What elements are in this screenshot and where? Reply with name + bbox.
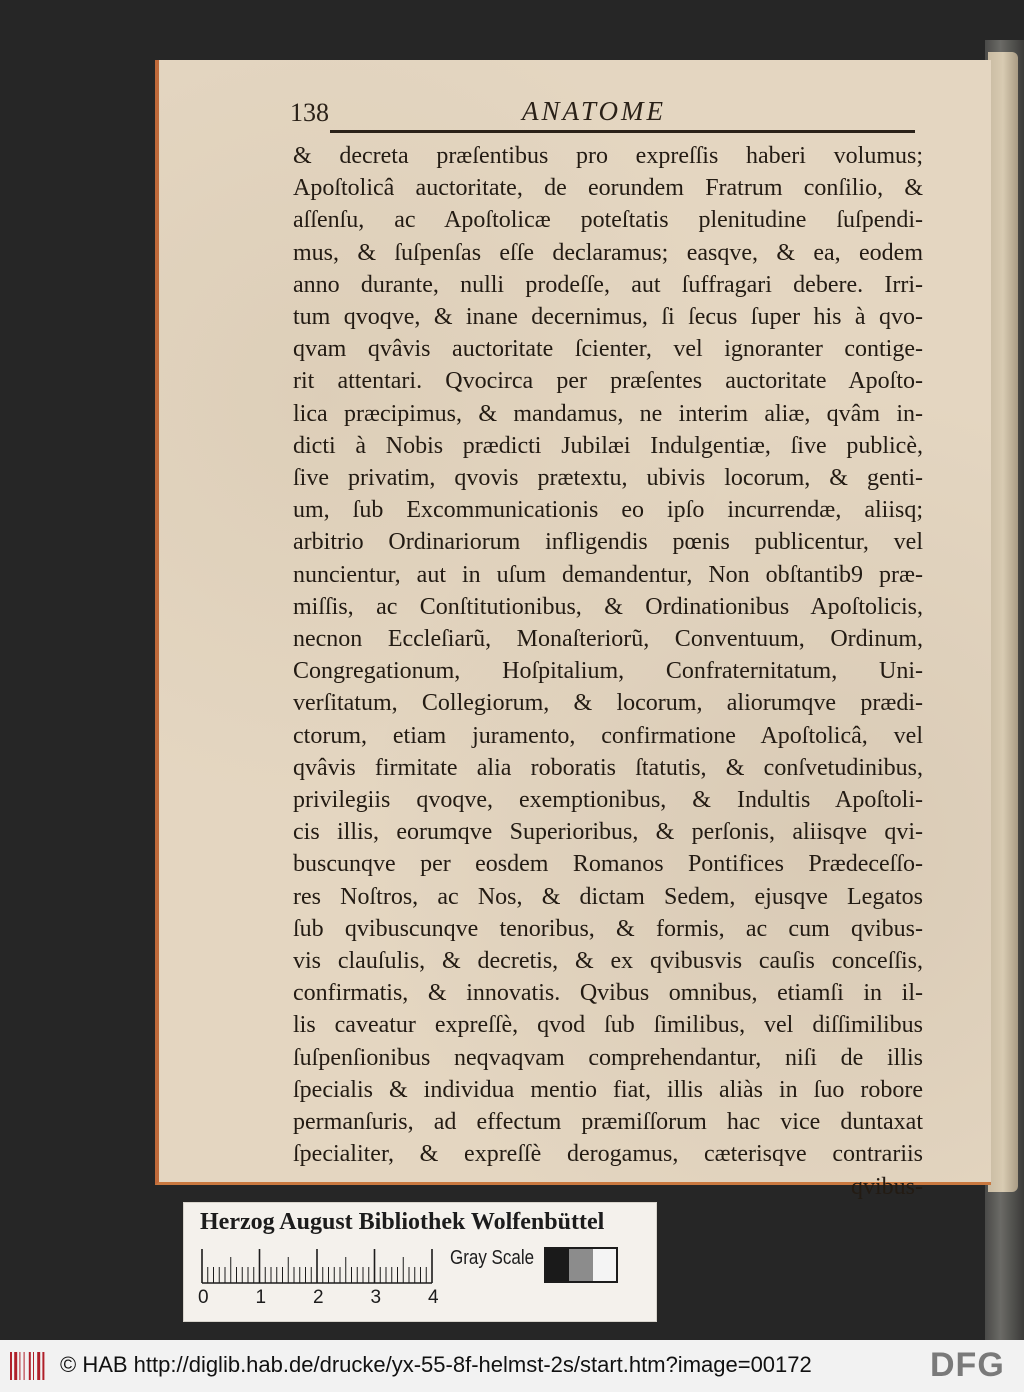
body-text xyxy=(293,140,923,1203)
text-line: ſive privatim, qvovis prætextu, ubivis locorum, & genti- xyxy=(293,465,923,492)
header-rule xyxy=(330,130,915,133)
running-title: ANATOME xyxy=(522,96,667,126)
barcode-icon xyxy=(10,1352,48,1380)
ruler-number: 0 xyxy=(198,1287,209,1308)
text-line: ctorum, etiam juramento, confirmatione Apoſtolicâ, vel xyxy=(293,722,923,749)
text-line: lica præcipimus, & mandamus, ne interim aliæ, qvâm in- xyxy=(293,400,923,427)
page-header xyxy=(290,96,920,136)
text-line: & decreta præſentibus pro expreſſis haberi volumus; xyxy=(293,143,923,169)
grayscale-swatch xyxy=(546,1249,569,1281)
text-line: buscunqve per eosdem Romanos Pontifices Prædeceſſo- xyxy=(293,851,923,878)
text-line: cis illis, eorumqve Superioribus, & perſonis, aliisqve qvi- xyxy=(293,819,923,846)
ruler-number: 4 xyxy=(428,1287,439,1308)
barcode-bar xyxy=(24,1352,25,1380)
ruler-number: 1 xyxy=(255,1287,267,1308)
barcode-bar xyxy=(19,1352,20,1380)
catchword: qvibus- xyxy=(851,1173,923,1200)
text-line: necnon Eccleſiarũ, Monaſteriorũ, Conventuum, Ordinum, xyxy=(293,626,923,653)
copyright-link[interactable]: © HAB http://diglib.hab.de/drucke/yx-55-8f-helmst-2s/start.htm?image=00172 xyxy=(60,1352,812,1377)
scale-ruler xyxy=(198,1247,438,1285)
grayscale-label: Gray Scale xyxy=(450,1247,535,1269)
text-line: vis clauſulis, & decretis, & ex qvibusvis cauſis conceſſis, xyxy=(293,948,923,975)
text-line: miſſis, ac Conſtitutionibus, & Ordinationibus Apoſtolicis, xyxy=(293,593,923,620)
text-line: confirmatis, & innovatis. Qvibus omnibus, etiamſi in il- xyxy=(293,980,923,1007)
text-line: Congregationum, Hoſpitalium, Confraternitatum, Uni- xyxy=(293,658,923,685)
text-line: res Noſtros, ac Nos, & dictam Sedem, ejusqve Legatos xyxy=(293,883,923,910)
ruler-number: 3 xyxy=(370,1287,382,1308)
dfg-logo: DFG xyxy=(930,1346,1005,1384)
barcode-bar xyxy=(14,1352,17,1380)
barcode-bar xyxy=(37,1352,40,1380)
text-line: dicti à Nobis prædicti Jubilæi Indulgentiæ, ſive publicè, xyxy=(293,432,923,459)
text-line: ſpecialis & individua mentio fiat, illis aliàs in ſuo robore xyxy=(293,1076,923,1103)
text-line: arbitrio Ordinariorum infligendis pœnis publicentur, vel xyxy=(293,529,923,556)
page-number: 138 xyxy=(290,98,329,127)
text-line: tum qvoqve, & inane decernimus, ſi ſecus ſuper his à qvo- xyxy=(293,304,923,331)
text-line: rit attentari. Qvocirca per præſentes auctoritate Apoſto- xyxy=(293,368,923,395)
text-line: permanſuris, ad effectum præmiſſorum hac vice duntaxat xyxy=(293,1109,923,1136)
grayscale-swatch xyxy=(569,1249,592,1281)
text-line: qvam qvâvis auctoritate ſcienter, vel ignoranter contige- xyxy=(293,336,923,363)
text-line: aſſenſu, ac Apoſtolicæ poteſtatis plenitudine ſuſpendi- xyxy=(293,207,923,234)
text-line: ſub qvibuscunqve tenoribus, & formis, ac cum qvibus- xyxy=(293,915,923,942)
text-line: nuncientur, aut in uſum demandentur, Non obſtantib9 præ- xyxy=(293,561,923,588)
footer-bar xyxy=(0,1340,1024,1392)
barcode-bar xyxy=(33,1352,34,1380)
ruler-number: 2 xyxy=(313,1287,324,1308)
text-line: privilegiis qvoqve, exemptionibus, & Indultis Apoſtoli- xyxy=(293,787,923,814)
text-line: mus, & ſuſpenſas eſſe declaramus; easqve, & ea, eodem xyxy=(293,239,923,266)
barcode-bar xyxy=(10,1352,12,1380)
library-label xyxy=(183,1202,657,1322)
barcode-bar xyxy=(42,1352,44,1380)
text-line: ſuſpenſionibus neqvaqvam comprehendantur, niſi de illis xyxy=(293,1044,923,1071)
text-line: qvâvis firmitate alia roboratis ſtatutis, & conſvetudinibus, xyxy=(293,754,923,781)
text-line: verſitatum, Collegiorum, & locorum, aliorumqve prædi- xyxy=(293,690,923,717)
grayscale-swatch xyxy=(593,1249,616,1281)
ruler-labels xyxy=(198,1287,458,1311)
barcode-bar xyxy=(29,1352,31,1380)
text-line: um, ſub Excommunicationis eo ipſo incurrendæ, aliisq; xyxy=(293,497,923,524)
text-line: lis caveatur expreſſè, qvod ſub ſimilibus, vel diſſimilibus xyxy=(293,1012,923,1039)
text-line: ſpecialiter, & expreſſè derogamus, cæterisqve contrariis xyxy=(293,1141,923,1168)
grayscale-swatches xyxy=(544,1247,618,1283)
library-name: Herzog August Bibliothek Wolfenbüttel xyxy=(200,1209,605,1235)
adjacent-page-edge xyxy=(988,52,1018,1192)
text-line: anno durante, nulli prodeſſe, aut ſuffragari debere. Irri- xyxy=(293,271,923,298)
text-line: Apoſtolicâ auctoritate, de eorundem Fratrum conſilio, & xyxy=(293,175,923,202)
